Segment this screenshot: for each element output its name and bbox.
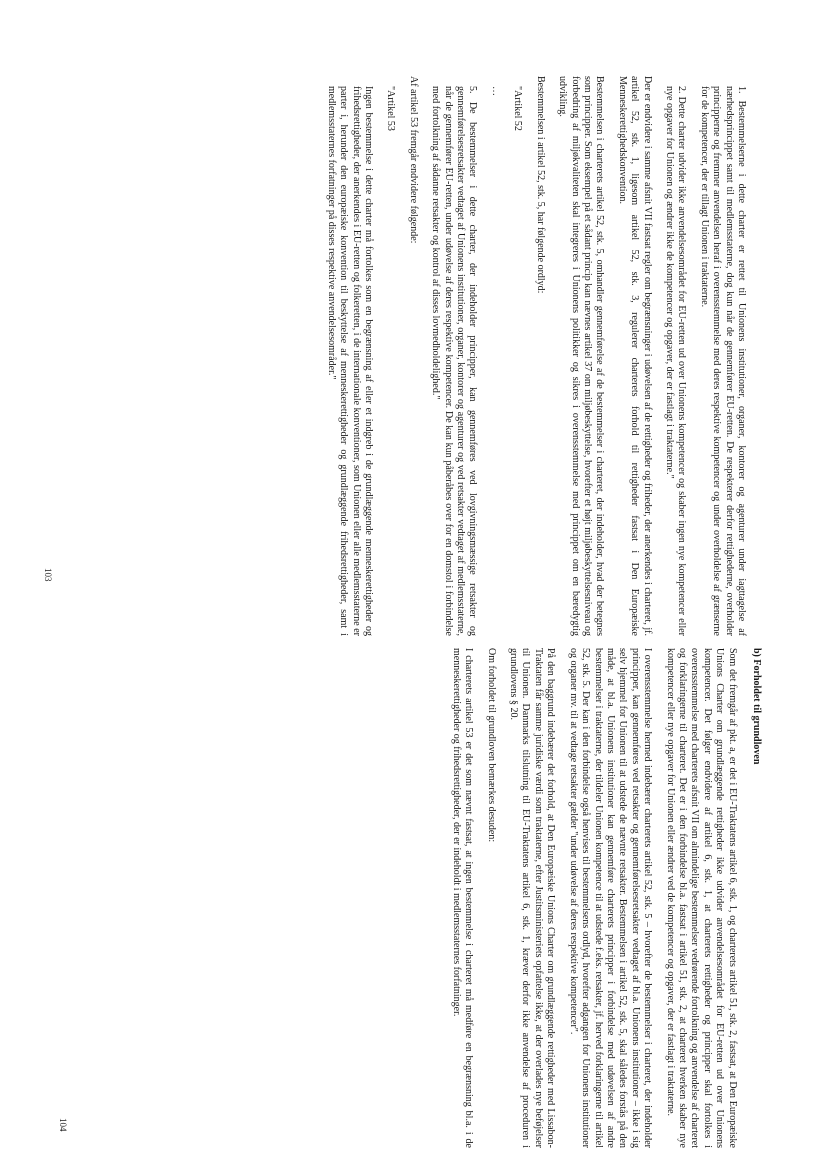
paragraph: I charterets artikel 53 er det som nævnt fastsat, at ingen bestemmelse i charteret må medføre en begrænsning bl.a. i de menneskerettigheder og frihedsrettigheder, der er indeholdt i medlemsstaternes forfatninger. <box>450 648 475 1148</box>
quote-paragraph: Ingen bestemmelse i dette charter må fortolkes som en begrænsning af eller et indgreb i de grundlæggende menneskerettigheder og frihedsrettigheder, der anerkendes i EU-retten og folkeretten, i de internationale konventioner, som Unionen eller alle medlemsstaterne er parter i, herunder den europæiske konvention til beskyttelse af menneskerettigheder og grundlæggende frihedsrettigheder, samt i medlemsstaternes forfatninger på disses respektive anvendelsesområder." <box>325 86 375 636</box>
quote-heading: "Artikel 53 <box>385 86 397 131</box>
paragraph: I overensstemmelse hermed indebærer charterets artikel 52, stk. 5 – hvorefter de bestemmelser i charteret, der indeholder principper, kan gennemføres ved retsakter og gennemførelsesretsakter vedtaget af bl.a. Unionens institutioner – ikke i sig selv hjemmel for Unionen til at udstede de nævnte retsakter. Bestemmelsen i artikel 52, stk. 5, skal således forstås på den måde, at bl.a. Unionens institutioner kan gennemføre charterets principper i forbindelse med udøvelsen af andre bestemmelser i traktaterne, der tildeler Unionen kompetence til at udstede f.eks. retsakter, jf. herved forklaringerne til artikel 52, stk. 5. Der kan i den forbindelse også henvises til bestemmelsens ordlyd, hvorefter adgangen for Unionens institutioner og organer mv. til at vedtage retsakter gælder "under udøvelse af deres respektive kompetencer". <box>567 648 654 1148</box>
paragraph: 1. Bestemmelserne i dette charter er rettet til Unionens institutioner, organer, kontorer og agenturer under iagttagelse af nærhedsprincippet samt til medlemsstaterne, dog kun når de gennemfører EU-retten. De respekterer derfor rettighederne, overholder principperne og fremmer anvendelsen heraf i overensstemmelse med deres respektive kompetencer og under overholdelse af grænserne for de kompetencer, der er tillagt Unionen i traktaterne. <box>698 86 747 636</box>
quote-paragraph: 5. De bestemmelser i dette charter, der indeholder principper, kan gennemføres ved lovgivningsmæssige retsakter og gennemførelsesretsakter vedtaget af Unionens institutioner, organer, kontorer og agenturer og ved retsakter vedtaget af medlemsstaterne, når de gennemfører EU-retten, under udøvelse af deres respektive kompetencer. De kan kun påberåbes over for en domstol i forbindelse med fortolkning af sådanne retsakter og kontrol af disses lovmedholdelighed." <box>430 86 479 636</box>
paragraph: Bestemmelsen i artikel 52, stk. 5, har følgende ordlyd: <box>534 76 546 294</box>
page-104 <box>58 648 762 1148</box>
page-103 <box>43 76 747 636</box>
paragraph: Om forholdet til grundloven bemærkes desuden: <box>485 648 497 843</box>
ellipsis: … <box>489 86 501 96</box>
page-number: 104 <box>58 1118 68 1132</box>
paragraph: Som det fremgår af pkt. a, er det i EU-Traktatens artikel 6, stk. 1, og charterets artikel 51, stk. 2, fastsat, at Den Europæiske Unions Charter om grundlæggende rettigheder ikke udvider anvendelsesområdet for EU-retten ud over Unionens kompetencer. Det følger endvidere af artikel 6, stk. 1, at charterets rettigheder og principper skal fortolkes i overensstemmelse med charterets afsnit VII om almindelige bestemmelser vedrørende fortolkning og anvendelse af charteret og forklaringerne til charteret. Det er i den forbindelse bl.a. fastsat i artikel 51, stk. 2, at charteret hverken skaber nye kompetencer eller nye opgaver for Unionen eller ændrer ved de kompetencer og opgaver, der er fastlagt i traktaterne. <box>664 648 738 1148</box>
page-number: 103 <box>43 568 53 582</box>
paragraph: Bestemmelsen i charterets artikel 52, stk. 5, omhandler gennemførelse af de bestemmelser i charteret, der indeholder, hvad der betegnes som principper. Som eksempel på et sådant princip kan nævnes artikel 37 om miljøbeskyttelse, hvorefter et højt miljøbeskyttelsesniveau og forbedring af miljøkvaliteten skal integreres i Unionens politikker og sikres i overensstemmelse med princippet om en bæredygtig udvikling. <box>557 76 606 636</box>
paragraph: Af artikel 53 fremgår endvidere følgende: <box>407 76 419 244</box>
paragraph: 2. Dette charter udvider ikke anvendelsesområdet for EU-retten ud over Unionens kompetencer og skaber ingen nye kompetencer eller nye opgaver for Unionen og ændrer ikke de kompetencer og opgaver, der er fastlagt i traktaterne." <box>663 86 688 636</box>
paragraph: Der er endvidere i samme afsnit VII fastsat regler om begrænsninger i udøvelsen af de rettigheder og friheder, der anerkendes i charteret, jf. artikel 52, stk. 1, ligesom artikel 52, stk. 3, regulerer charterets forhold til rettigheder fastsat i Den Europæiske Menneskerettighedskonvention. <box>616 76 653 636</box>
section-heading: b) Forholdet til grundloven <box>751 648 762 765</box>
paragraph: På den baggrund indebærer det forhold, at Den Europæiske Unions Charter om grundlæggende rettigheder med Lissabon-Traktaten får samme juridiske værdi som traktaterne, efter Justitsministeriets opfattelse ikke, at der overlades nye beføjelser til Unionen. Danmarks tilslutning til EU-Traktatens artikel 6, stk. 1, kræver derfor ikke anvendelse af proceduren i grundlovens § 20. <box>508 648 557 1148</box>
quote-heading: "Artikel 52 <box>512 86 524 131</box>
